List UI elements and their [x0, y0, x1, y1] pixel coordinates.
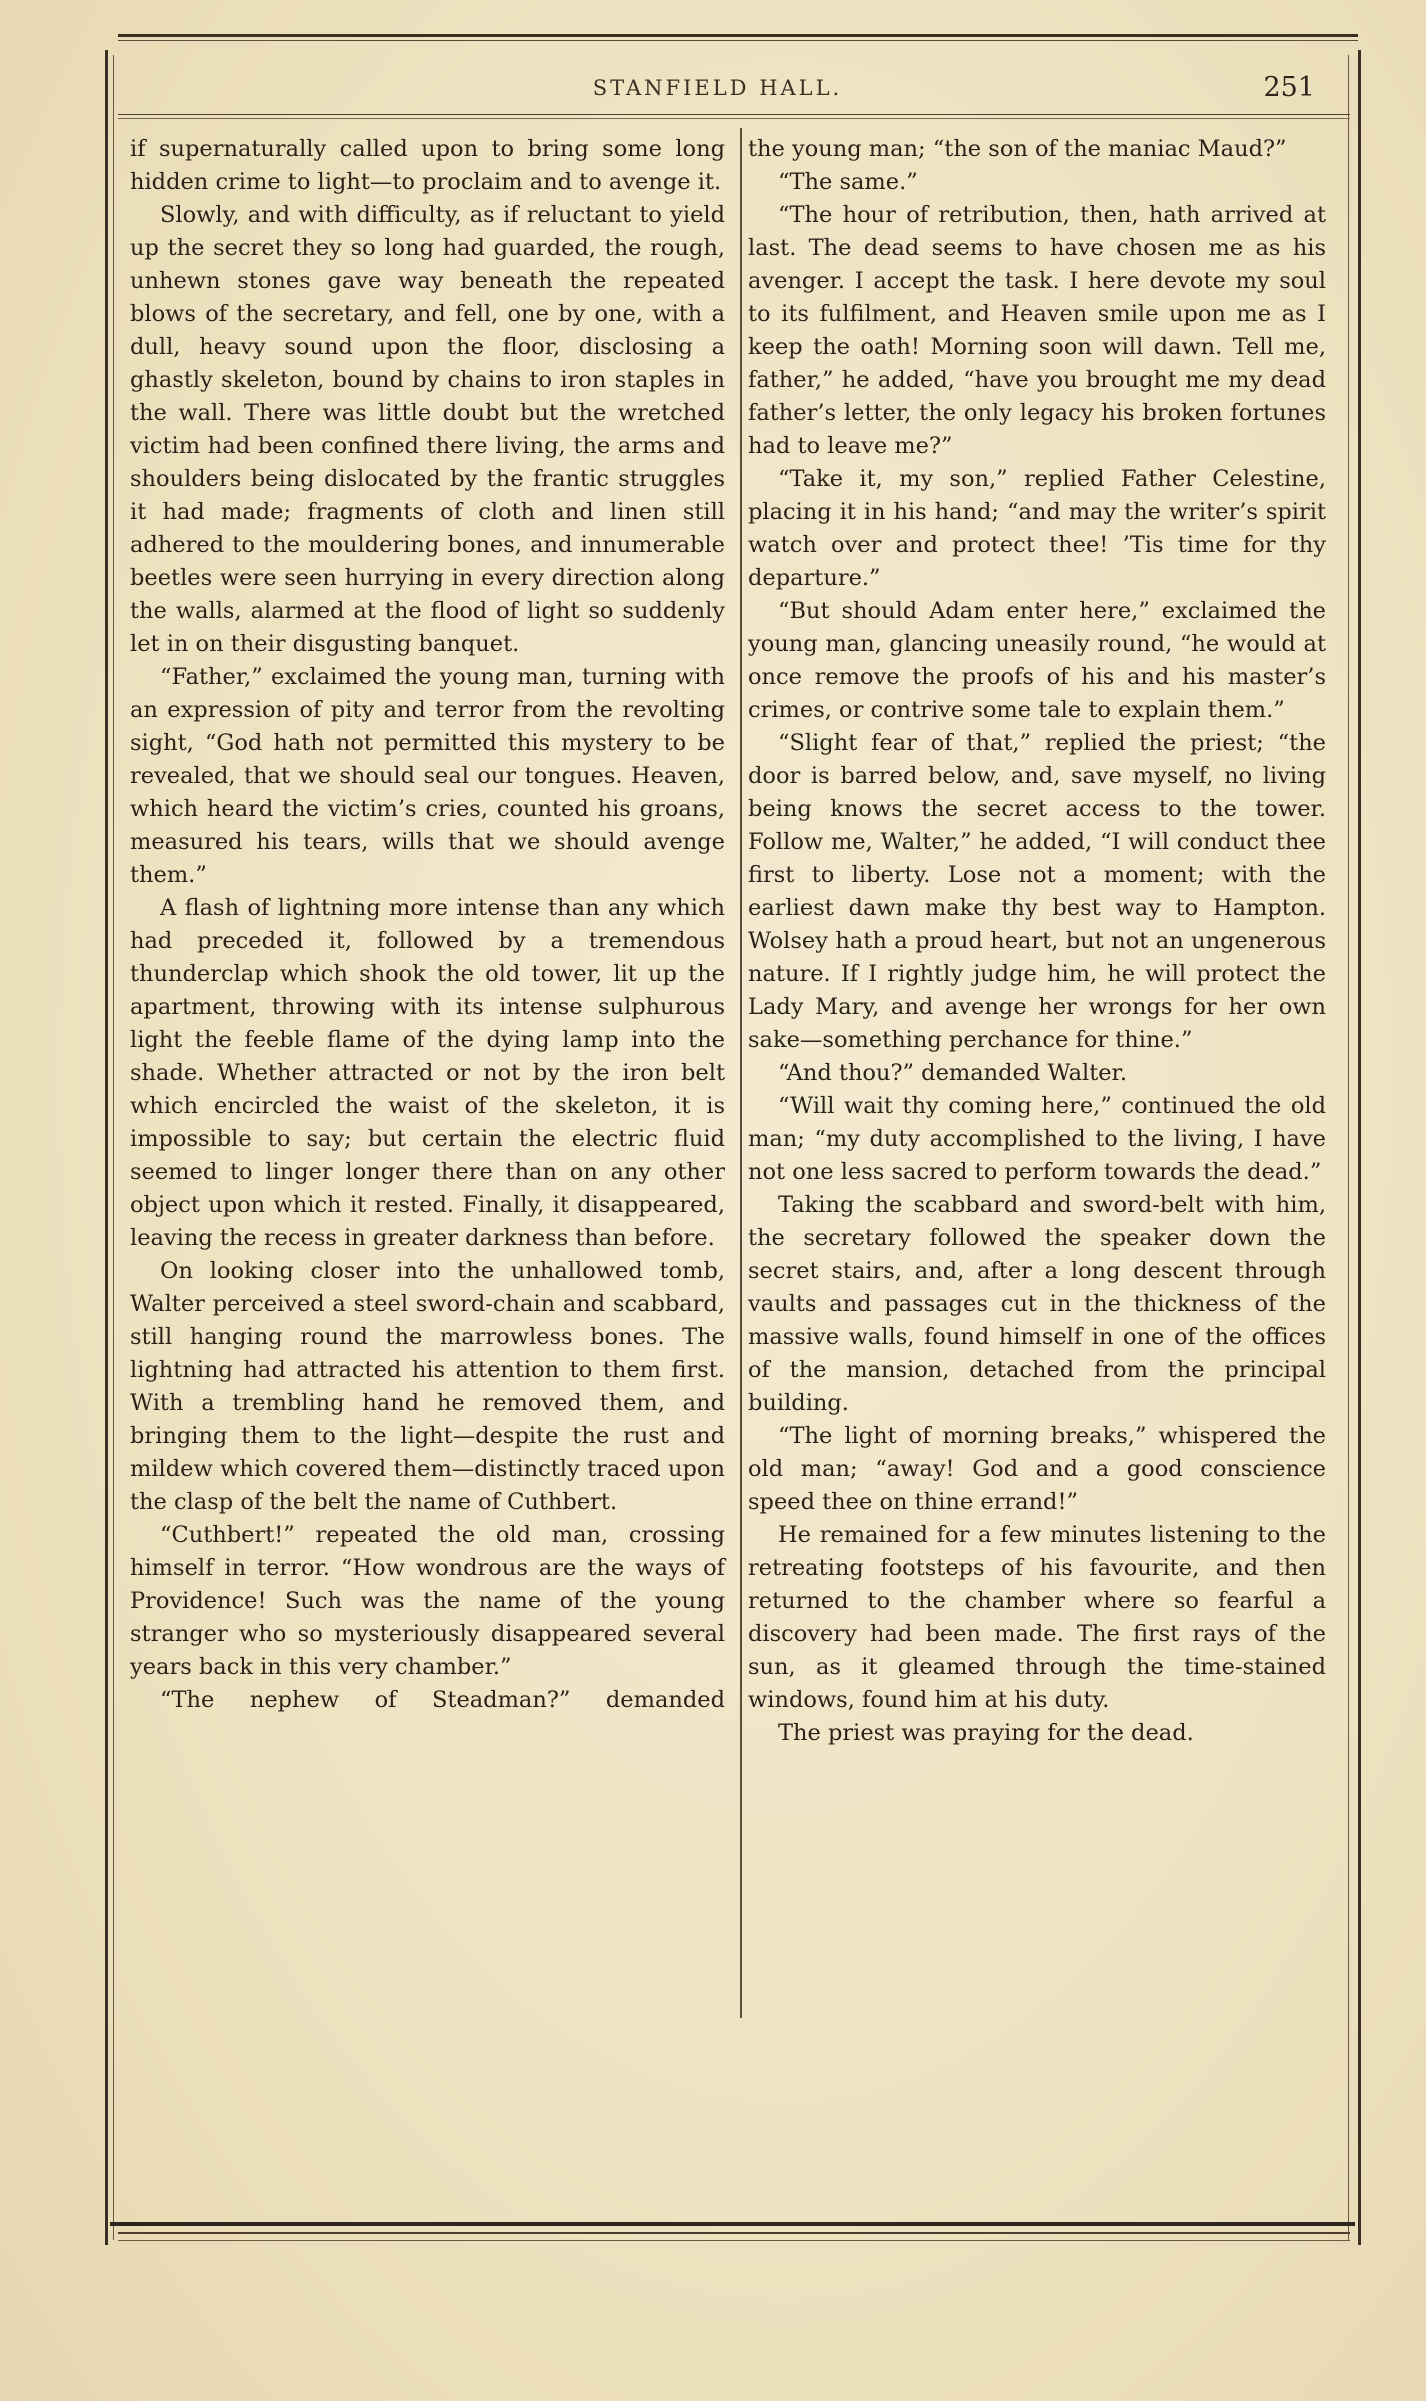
paragraph: Taking the scabbard and sword-belt with him, the secretary followed the speaker down the secret stairs, and, after a long descent through vaults and passages cut in the thickness of the massive walls, found himself in one of the offices of the mansion, detached from the principal building. — [748, 1192, 1326, 1416]
paragraph: “But should Adam enter here,” exclaimed the young man, glancing uneasily round, “he would at once remove the proofs of his and his master’s crimes, or contrive some tale to explain them.” — [748, 598, 1326, 723]
top-rule — [118, 34, 1358, 37]
paragraph: “Cuthbert!” repeated the old man, crossing himself in terror. “How wondrous are the ways of Providence! Such was the name of the young stranger who so mysteriously disappeared several years back in this very chamber.” — [130, 1522, 725, 1680]
page-number: 251 — [1263, 72, 1315, 103]
paragraph: if supernaturally called upon to bring some long hidden crime to light—to proclaim and to avenge it. — [130, 136, 725, 195]
right-column — [748, 133, 1326, 1750]
paragraph: On looking closer into the unhallowed tomb, Walter perceived a steel sword-chain and scabbard, still hanging round the marrowless bones. The lightning had attracted his attention to them first. With a trembling hand he removed them, and bringing them to the light—despite the rust and mildew which covered them—distinctly traced upon the clasp of the belt the name of Cuthbert. — [130, 1258, 725, 1515]
paragraph: “The hour of retribution, then, hath arrived at last. The dead seems to have chosen me as his avenger. I accept the task. I here devote my soul to its fulfilment, and Heaven smile upon me as I keep the oath! Morning soon will dawn. Tell me, father,” he added, “have you brought me my dead father’s letter, the only legacy his broken fortunes had to leave me?” — [748, 202, 1326, 459]
header-rule-thin — [118, 118, 1350, 119]
paragraph: “Slight fear of that,” replied the priest; “the door is barred below, and, save myself, no living being knows the secret access to the tower. Follow me, Walter,” he added, “I will conduct thee first to liberty. Lose not a moment; with the earliest dawn make thy best way to Hampton. Wolsey hath a proud heart, but not an ungenerous nature. If I rightly judge him, he will protect the Lady Mary, and avenge her wrongs for her own sake—something perchance for thine.” — [748, 730, 1326, 1053]
bottom-rule — [110, 2222, 1355, 2226]
paragraph: A flash of lightning more intense than any which had preceded it, followed by a tremendous thunderclap which shook the old tower, lit up the apartment, throwing with its intense sulphurous light the feeble flame of the dying lamp into the shade. Whether attracted or not by the iron belt which encircled the waist of the skeleton, it is impossible to say; but certain the electric fluid seemed to linger longer there than on any other object upon which it rested. Finally, it disappeared, leaving the recess in greater darkness than before. — [130, 895, 725, 1251]
paragraph: the young man; “the son of the maniac Maud?” — [748, 136, 1287, 162]
paragraph: “The same.” — [778, 169, 918, 195]
paragraph: “Take it, my son,” replied Father Celestine, placing it in his hand; “and may the writer’s spirit watch over and protect thee! ’Tis time for thy departure.” — [748, 466, 1326, 591]
header-rule — [118, 114, 1350, 115]
paragraph: “And thou?” demanded Walter. — [778, 1060, 1127, 1086]
paragraph: He remained for a few minutes listening to the retreating footsteps of his favourite, and then returned to the chamber where so fearful a discovery had been made. The first rays of the sun, as it gleamed through the time-stained windows, found him at his duty. — [748, 1522, 1326, 1713]
left-column — [130, 133, 725, 1717]
paragraph: “The nephew of Steadman?” demanded — [160, 1687, 725, 1713]
paragraph: The priest was praying for the dead. — [778, 1720, 1194, 1746]
paragraph: “Father,” exclaimed the young man, turning with an expression of pity and terror from the revolting sight, “God hath not permitted this mystery to be revealed, that we should seal our tongues. Heaven, which heard the victim’s cries, counted his groans, measured his tears, wills that we should avenge them.” — [130, 664, 725, 888]
paragraph: “Will wait thy coming here,” continued the old man; “my duty accomplished to the living, I have not one less sacred to perform towards the dead.” — [748, 1093, 1326, 1185]
bottom-rule-mid — [118, 2232, 1350, 2234]
paragraph: Slowly, and with difficulty, as if reluctant to yield up the secret they so long had guarded, the rough, unhewn stones gave way beneath the repeated blows of the secretary, and fell, one by one, with a dull, heavy sound upon the floor, disclosing a ghastly skeleton, bound by chains to iron staples in the wall. There was little doubt but the wretched victim had been confined there living, the arms and shoulders being dislocated by the frantic struggles it had made; fragments of cloth and linen still adhered to the mouldering bones, and innumerable beetles were seen hurrying in every direction along the walls, alarmed at the flood of light so suddenly let in on their disgusting banquet. — [130, 202, 725, 657]
bottom-rule-thin — [118, 2240, 1350, 2241]
column-divider — [740, 128, 742, 2018]
running-title: STANFIELD HALL. — [592, 76, 843, 100]
paragraph: “The light of morning breaks,” whispered the old man; “away! God and a good conscience speed thee on thine errand!” — [748, 1423, 1326, 1515]
top-rule-thin — [118, 40, 1358, 41]
page-header — [120, 70, 1315, 114]
